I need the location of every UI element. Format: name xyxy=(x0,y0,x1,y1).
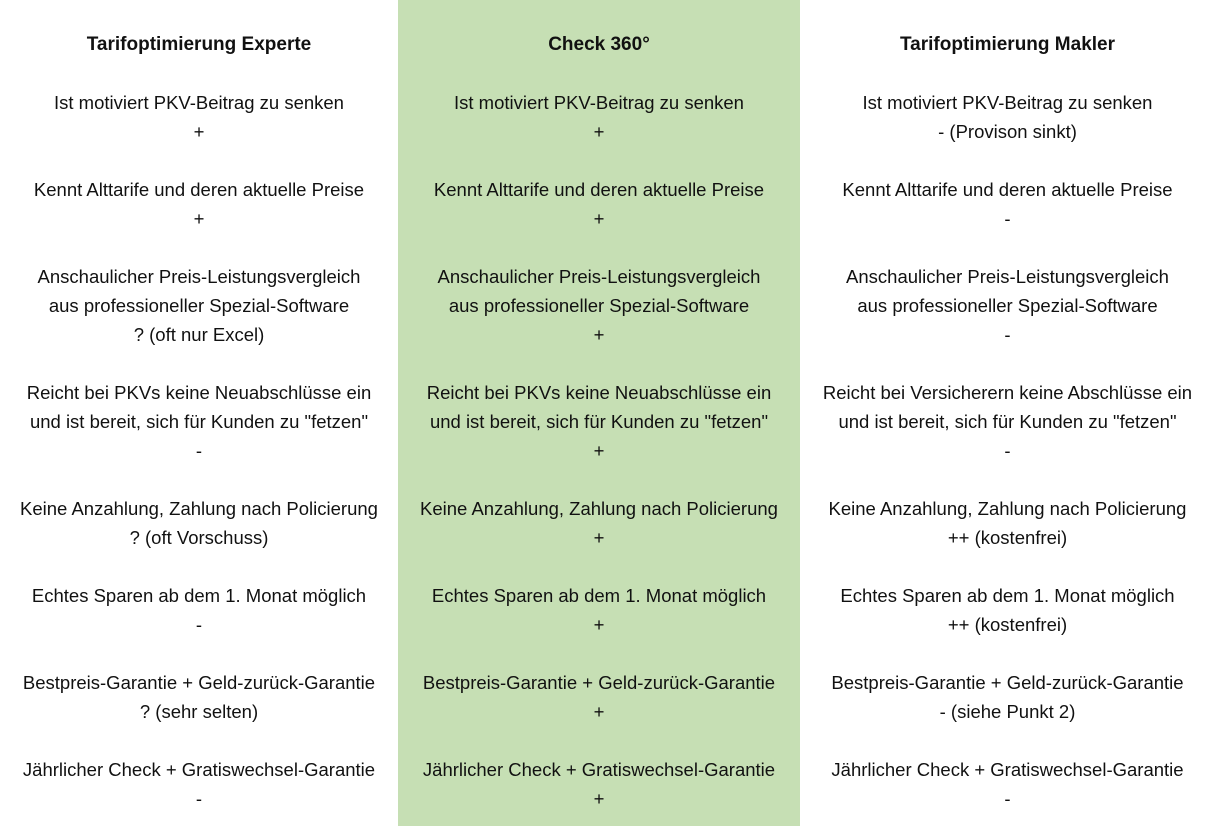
cell-rating: + xyxy=(593,440,605,461)
column-header: Tarifoptimierung Experte xyxy=(86,34,312,55)
table-cell xyxy=(0,175,398,233)
cell-line: aus professioneller Spezial-Software xyxy=(448,295,750,316)
cell-line: aus professioneller Spezial-Software xyxy=(857,295,1158,316)
cell-rating: - xyxy=(195,614,203,635)
table-cell xyxy=(0,88,398,146)
cell-rating: ? (oft Vorschuss) xyxy=(129,527,269,548)
cell-rating: - (Provison sinkt) xyxy=(938,121,1077,142)
table-cell xyxy=(800,88,1215,146)
cell-line: Anschaulicher Preis-Leistungsvergleich xyxy=(37,266,361,287)
cell-line: Keine Anzahlung, Zahlung nach Policierung xyxy=(828,498,1187,519)
cell-rating: + xyxy=(593,324,605,345)
table-cell xyxy=(800,175,1215,233)
table-cell xyxy=(800,378,1215,465)
cell-line: Reicht bei PKVs keine Neuabschlüsse ein xyxy=(26,382,372,403)
table-cell xyxy=(800,755,1215,813)
cell-line: Reicht bei Versicherern keine Abschlüsse ein xyxy=(822,382,1193,403)
cell-rating: - xyxy=(1004,324,1011,345)
table-cell xyxy=(0,262,398,349)
cell-rating: - xyxy=(195,440,203,461)
table-cell xyxy=(398,88,800,146)
cell-rating: ++ (kostenfrei) xyxy=(947,614,1068,635)
cell-line: Reicht bei PKVs keine Neuabschlüsse ein xyxy=(426,382,772,403)
cell-line: Kennt Alttarife und deren aktuelle Preise xyxy=(33,179,365,200)
cell-line: Keine Anzahlung, Zahlung nach Policierung xyxy=(20,498,378,519)
cell-line: aus professioneller Spezial-Software xyxy=(48,295,350,316)
table-cell xyxy=(0,755,398,813)
cell-line: und ist bereit, sich für Kunden zu "fetzen" xyxy=(838,411,1177,432)
cell-line: Bestpreis-Garantie + Geld-zurück-Garantie xyxy=(831,672,1184,693)
table-cell xyxy=(398,175,800,233)
cell-line: Jährlicher Check + Gratiswechsel-Garantie xyxy=(831,759,1184,780)
cell-rating: ++ (kostenfrei) xyxy=(947,527,1068,548)
table-cell xyxy=(0,494,398,552)
cell-rating: + xyxy=(593,701,605,722)
cell-line: Anschaulicher Preis-Leistungsvergleich xyxy=(846,266,1169,287)
cell-line: Bestpreis-Garantie + Geld-zurück-Garantie xyxy=(22,672,376,693)
cell-rating: - xyxy=(1004,208,1011,229)
cell-rating: + xyxy=(593,121,605,142)
cell-rating: - xyxy=(1004,788,1011,809)
table-cell xyxy=(800,262,1215,349)
table-cell xyxy=(398,378,800,465)
cell-line: Kennt Alttarife und deren aktuelle Preise xyxy=(433,179,765,200)
cell-line: Jährlicher Check + Gratiswechsel-Garantie xyxy=(422,759,776,780)
table-cell xyxy=(398,581,800,639)
table-cell xyxy=(0,668,398,726)
cell-line: Echtes Sparen ab dem 1. Monat möglich xyxy=(31,585,367,606)
column-tarifoptimierung-makler xyxy=(800,0,1215,826)
cell-rating: - (siehe Punkt 2) xyxy=(939,701,1076,722)
cell-line: Ist motiviert PKV-Beitrag zu senken xyxy=(454,92,744,113)
table-cell xyxy=(0,581,398,639)
table-cell xyxy=(800,494,1215,552)
cell-line: Anschaulicher Preis-Leistungsvergleich xyxy=(437,266,761,287)
column-check-360 xyxy=(398,0,800,826)
cell-line: Kennt Alttarife und deren aktuelle Preise xyxy=(842,179,1173,200)
column-header: Check 360° xyxy=(548,34,650,55)
cell-line: Echtes Sparen ab dem 1. Monat möglich xyxy=(431,585,767,606)
cell-line: Keine Anzahlung, Zahlung nach Policierung xyxy=(420,498,778,519)
table-cell xyxy=(398,494,800,552)
table-cell xyxy=(398,262,800,349)
cell-rating: - xyxy=(195,788,203,809)
table-cell xyxy=(800,668,1215,726)
column-tarifoptimierung-experte xyxy=(0,0,398,826)
table-cell xyxy=(800,581,1215,639)
column-header: Tarifoptimierung Makler xyxy=(899,34,1115,55)
table-cell xyxy=(398,668,800,726)
cell-rating: + xyxy=(593,788,605,809)
table-cell xyxy=(0,378,398,465)
cell-line: Echtes Sparen ab dem 1. Monat möglich xyxy=(840,585,1175,606)
cell-line: Ist motiviert PKV-Beitrag zu senken xyxy=(54,92,344,113)
cell-line: Bestpreis-Garantie + Geld-zurück-Garantie xyxy=(422,672,776,693)
cell-rating: + xyxy=(593,527,605,548)
cell-line: Jährlicher Check + Gratiswechsel-Garantie xyxy=(22,759,376,780)
cell-rating: + xyxy=(193,121,205,142)
cell-rating: ? (oft nur Excel) xyxy=(133,324,265,345)
cell-rating: + xyxy=(593,614,605,635)
cell-rating: - xyxy=(1004,440,1011,461)
cell-line: und ist bereit, sich für Kunden zu "fetzen" xyxy=(29,411,369,432)
cell-rating: + xyxy=(593,208,605,229)
cell-line: und ist bereit, sich für Kunden zu "fetzen" xyxy=(429,411,769,432)
cell-rating: + xyxy=(193,208,205,229)
table-cell xyxy=(398,755,800,813)
cell-rating: ? (sehr selten) xyxy=(139,701,259,722)
cell-line: Ist motiviert PKV-Beitrag zu senken xyxy=(862,92,1153,113)
